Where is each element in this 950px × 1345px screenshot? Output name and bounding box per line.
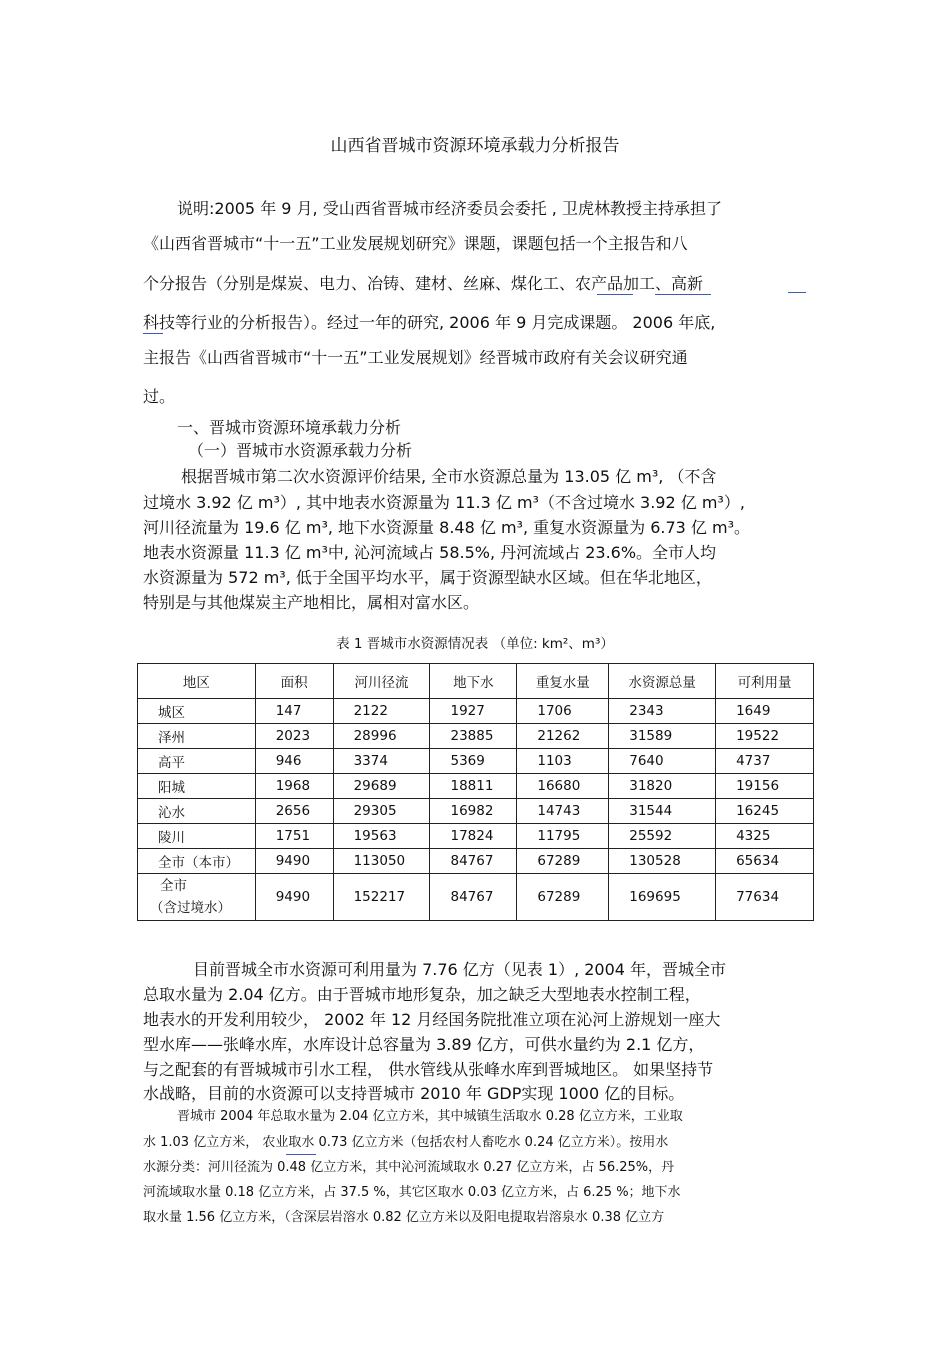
table-cell: 67289 <box>517 849 609 874</box>
table-caption: 表 1 晋城市水资源情况表 （单位: km²、m³） <box>336 636 614 652</box>
table-cell: 130528 <box>609 849 716 874</box>
table-cell: 3374 <box>333 749 430 774</box>
body-line: 特别是与其他煤炭主产地相比，属相对富水区。 <box>143 593 480 612</box>
body-line: 过境水 3.92 亿 m³）, 其中地表水资源量为 11.3 亿 m³（不含过境水 3.92 亿 m³）, <box>143 493 745 512</box>
body-line: 水 1.03 亿立方米， 农业取水 0.73 亿立方米（包括农村人畜吃水 0.24 亿立方米）。按用水 <box>143 1135 669 1150</box>
table-cell: 65634 <box>716 849 814 874</box>
table-cell: 16982 <box>430 799 517 824</box>
body-line: 晋城市 2004 年总取水量为 2.04 亿立方米，其中城镇生活取水 0.28 亿立方米，工业取 <box>177 1109 683 1124</box>
table-cell: 31544 <box>609 799 716 824</box>
body-line: 水源分类：河川径流为 0.48 亿立方米，其中沁河流域取水 0.27 亿立方米，占 56.25%，丹 <box>143 1160 675 1175</box>
table-cell: 7640 <box>609 749 716 774</box>
table-cell: 2656 <box>255 799 333 824</box>
table-cell: 23885 <box>430 724 517 749</box>
table-cell: 152217 <box>333 874 430 921</box>
table-cell: 67289 <box>517 874 609 921</box>
region-line: （含过境水） <box>150 900 231 916</box>
table-cell: 1649 <box>716 699 814 724</box>
body-line: 水战略，目前的水资源可以支持晋城市 2010 年 GDP实现 1000 亿的目标。 <box>143 1084 685 1103</box>
table-cell: 城区 <box>138 699 256 724</box>
intro-line: 科技等行业的分析报告）。经过一年的研究, 2006 年 9 月完成课题。 2006 年底, <box>143 313 716 332</box>
body-line: 与之配套的有晋城城市引水工程， 供水管线从张峰水库到晋城地区。 如果坚持节 <box>143 1060 714 1079</box>
table-cell: 84767 <box>430 874 517 921</box>
region-line: 全市 <box>160 878 187 894</box>
table-cell: 113050 <box>333 849 430 874</box>
water-resource-table <box>137 663 814 921</box>
table-header: 河川径流 <box>333 664 430 699</box>
intro-line: 说明:2005 年 9 月, 受山西省晋城市经济委员会委托 , 卫虎林教授主持承担了 <box>177 199 722 218</box>
table-cell: 16680 <box>517 774 609 799</box>
table-cell <box>138 874 256 921</box>
intro-line: 《山西省晋城市“十一五”工业发展规划研究》课题，课题包括一个主报告和八 <box>143 234 688 253</box>
revision-mark <box>597 294 633 295</box>
body-line: 水资源量为 572 m³, 低于全国平均水平，属于资源型缺水区域。但在华北地区， <box>143 568 712 587</box>
intro-line: 个分报告（分别是煤炭、电力、冶铸、建材、丝麻、煤化工、农产品加工、高新 <box>143 274 704 293</box>
table-cell: 2023 <box>255 724 333 749</box>
table-cell: 31820 <box>609 774 716 799</box>
table-cell: 高平 <box>138 749 256 774</box>
table-row <box>138 699 814 724</box>
table-cell: 阳城 <box>138 774 256 799</box>
table-cell: 25592 <box>609 824 716 849</box>
table-cell: 1751 <box>255 824 333 849</box>
table-cell: 1968 <box>255 774 333 799</box>
table-cell: 147 <box>255 699 333 724</box>
table-header-row <box>138 664 814 699</box>
table-cell: 1103 <box>517 749 609 774</box>
body-line: 取水量 1.56 亿立方米，（含深层岩溶水 0.82 亿立方米以及阳电提取岩溶泉水 0.38 亿立方 <box>143 1210 665 1225</box>
table-cell: 29689 <box>333 774 430 799</box>
table-row <box>138 799 814 824</box>
table-cell: 全市（本市） <box>138 849 256 874</box>
table-cell: 1927 <box>430 699 517 724</box>
table-cell: 4737 <box>716 749 814 774</box>
intro-line: 主报告《山西省晋城市“十一五”工业发展规划》经晋城市政府有关会议研究通 <box>143 348 688 367</box>
table-cell: 14743 <box>517 799 609 824</box>
body-line: 河川径流量为 19.6 亿 m³, 地下水资源量 8.48 亿 m³, 重复水资源量为 6.73 亿 m³。 <box>143 518 750 537</box>
table-header: 地区 <box>138 664 256 699</box>
table-cell: 沁水 <box>138 799 256 824</box>
table-row <box>138 724 814 749</box>
table-cell: 169695 <box>609 874 716 921</box>
table-header: 重复水量 <box>517 664 609 699</box>
table-cell: 1706 <box>517 699 609 724</box>
table-row <box>138 849 814 874</box>
page-title: 山西省晋城市资源环境承载力分析报告 <box>330 136 620 156</box>
table-cell: 29305 <box>333 799 430 824</box>
table-cell: 2122 <box>333 699 430 724</box>
intro-line: 过。 <box>143 387 176 406</box>
revision-mark <box>655 294 711 295</box>
table-cell: 84767 <box>430 849 517 874</box>
subsection-heading: （一）晋城市水资源承载力分析 <box>188 441 413 460</box>
section-heading: 一、晋城市资源环境承载力分析 <box>177 418 402 437</box>
table-row <box>138 774 814 799</box>
table-cell: 4325 <box>716 824 814 849</box>
table-cell: 2343 <box>609 699 716 724</box>
table-header: 地下水 <box>430 664 517 699</box>
body-line: 型水库——张峰水库，水库设计总容量为 3.89 亿方，可供水量约为 2.1 亿方， <box>143 1035 705 1054</box>
table-row <box>138 874 814 921</box>
body-line: 地表水的开发利用较少， 2002 年 12 月经国务院批准立项在沁河上游规划一座大 <box>143 1010 721 1029</box>
table-cell: 11795 <box>517 824 609 849</box>
table-cell: 18811 <box>430 774 517 799</box>
table-header: 可利用量 <box>716 664 814 699</box>
table-cell: 17824 <box>430 824 517 849</box>
table-cell: 21262 <box>517 724 609 749</box>
body-line: 根据晋城市第二次水资源评价结果, 全市水资源总量为 13.05 亿 m³, （不含 <box>181 467 717 486</box>
table-row <box>138 749 814 774</box>
table-cell: 19156 <box>716 774 814 799</box>
table-header: 水资源总量 <box>609 664 716 699</box>
table-cell: 9490 <box>255 849 333 874</box>
body-line: 目前晋城全市水资源可利用量为 7.76 亿方（见表 1）, 2004 年，晋城全市 <box>193 960 727 979</box>
body-line: 总取水量为 2.04 亿方。由于晋城市地形复杂，加之缺乏大型地表水控制工程， <box>143 985 701 1004</box>
table-header: 面积 <box>255 664 333 699</box>
table-cell: 77634 <box>716 874 814 921</box>
table-cell: 陵川 <box>138 824 256 849</box>
table-cell: 泽州 <box>138 724 256 749</box>
table-cell: 19522 <box>716 724 814 749</box>
table-row <box>138 824 814 849</box>
body-line: 地表水资源量 11.3 亿 m³中, 沁河流域占 58.5%, 丹河流域占 23.6%。全市人均 <box>143 543 717 562</box>
table-cell: 946 <box>255 749 333 774</box>
table-cell: 9490 <box>255 874 333 921</box>
revision-mark <box>286 1154 316 1155</box>
revision-mark <box>788 292 806 293</box>
table-cell: 16245 <box>716 799 814 824</box>
table-cell: 19563 <box>333 824 430 849</box>
table-cell: 31589 <box>609 724 716 749</box>
revision-mark <box>143 333 163 334</box>
table-cell: 28996 <box>333 724 430 749</box>
body-line: 河流域取水量 0.18 亿立方米，占 37.5 %，其它区取水 0.03 亿立方米，占 6.25 %；地下水 <box>143 1185 681 1200</box>
table-cell: 5369 <box>430 749 517 774</box>
